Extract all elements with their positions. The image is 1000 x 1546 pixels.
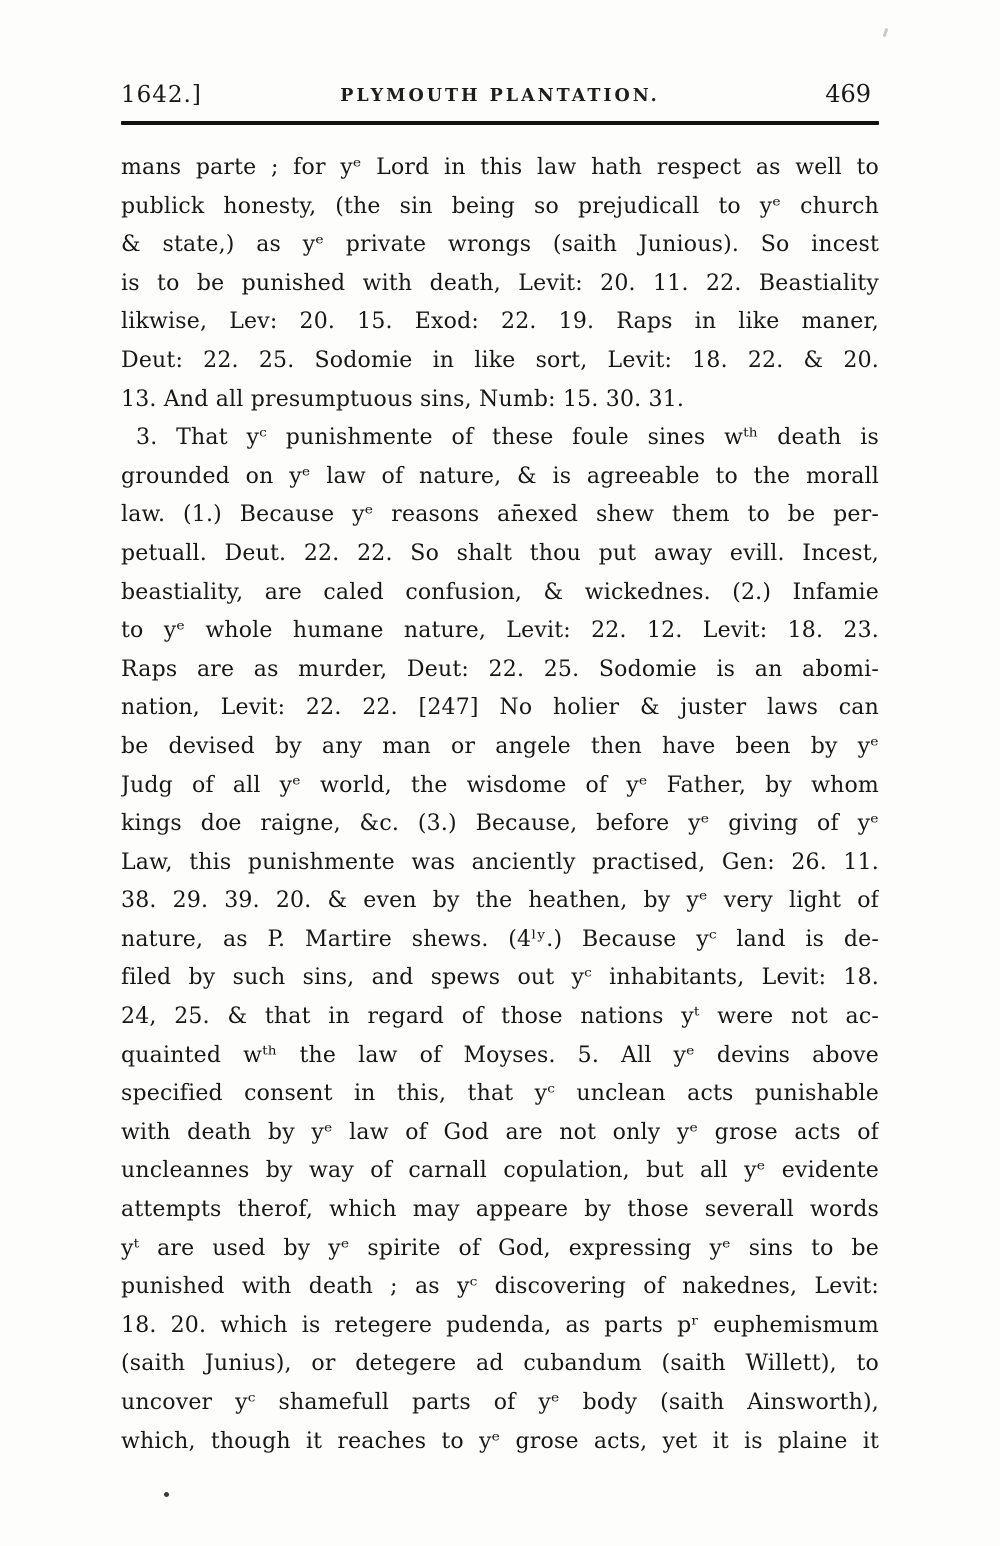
text-line: kings doe raigne, &c. (3.) Because, before yᵉ giving of yᵉ	[121, 811, 879, 837]
text-line: with death by yᵉ law of God are not only yᵉ grose acts of	[121, 1119, 879, 1145]
text-line: likwise, Lev: 20. 15. Exod: 22. 19. Raps in like maner,	[121, 309, 879, 335]
text-line: filed by such sins, and spews out yᶜ inhabitants, Levit: 18.	[121, 965, 879, 991]
text-line: specified consent in this, that yᶜ unclean acts punishable	[121, 1081, 879, 1107]
text-line: quainted wᵗʰ the law of Moyses. 5. All yᵉ devins above	[121, 1042, 879, 1068]
header-year: 1642.]	[121, 82, 202, 108]
ink-artifact-dot	[164, 1492, 169, 1497]
text-line: be devised by any man or angele then have been by yᵉ	[121, 733, 879, 759]
page-header	[121, 74, 879, 108]
page-title: PLYMOUTH PLANTATION.	[340, 86, 660, 106]
text-line: nation, Levit: 22. 22. [247] No holier & juster laws can	[121, 695, 879, 721]
text-line: nature, as P. Martire shews. (4ˡʸ.) Because yᶜ land is de-	[121, 926, 879, 952]
header-page-number: 469	[825, 80, 871, 108]
text-line: which, though it reaches to yᵉ grose acts, yet it is plaine it	[121, 1428, 879, 1454]
text-line: 18. 20. which is retegere pudenda, as parts pʳ euphemismum	[121, 1312, 879, 1338]
text-line: 3. That yᶜ punishmente of these foule sines wᵗʰ death is	[136, 425, 879, 451]
text-line: beastiality, are caled confusion, & wickednes. (2.) Infamie	[121, 579, 879, 605]
text-line: (saith Junius), or detegere ad cubandum (saith Willett), to	[121, 1351, 879, 1377]
text-line: uncover yᶜ shamefull parts of yᵉ body (saith Ainsworth),	[121, 1390, 879, 1415]
scan-artifact-mark	[883, 28, 889, 37]
text-line: attempts therof, which may appeare by those severall words	[121, 1197, 879, 1223]
text-line: to yᵉ whole humane nature, Levit: 22. 12. Levit: 18. 23.	[121, 618, 879, 644]
text-line: mans parte ; for yᵉ Lord in this law hath respect as well to	[121, 155, 879, 180]
text-line: grounded on yᵉ law of nature, & is agreeable to the morall	[121, 463, 879, 489]
text-line: petuall. Deut. 22. 22. So shalt thou put away evill. Incest,	[121, 540, 879, 566]
text-line: yᵗ are used by yᵉ spirite of God, expressing yᵉ sins to be	[121, 1235, 879, 1261]
text-line: Deut: 22. 25. Sodomie in like sort, Levit: 18. 22. & 20.	[121, 347, 879, 373]
text-line: & state,) as yᵉ private wrongs (saith Junious). So incest	[121, 232, 879, 258]
text-line: is to be punished with death, Levit: 20. 11. 22. Beastiality	[121, 270, 879, 296]
text-line: 38. 29. 39. 20. & even by the heathen, by yᵉ very light of	[121, 888, 879, 914]
text-line: Raps are as murder, Deut: 22. 25. Sodomie is an abomi-	[121, 656, 879, 682]
text-line: 13. And all presumptuous sins, Numb: 15. 30. 31.	[121, 386, 685, 412]
text-line: 24, 25. & that in regard of those nations yᵗ were not ac-	[121, 1004, 879, 1030]
body-text	[121, 149, 879, 1461]
text-line: Judg of all yᵉ world, the wisdome of yᵉ Father, by whom	[121, 772, 879, 798]
text-line: publick honesty, (the sin being so prejudicall to yᵉ church	[121, 193, 879, 219]
text-line: punished with death ; as yᶜ discovering of nakednes, Levit:	[121, 1274, 879, 1300]
text-line: law. (1.) Because yᵉ reasons an̄exed shew them to be per-	[121, 502, 879, 528]
text-line: Law, this punishmente was anciently practised, Gen: 26. 11.	[121, 849, 879, 875]
header-rule	[121, 121, 879, 125]
text-line: uncleannes by way of carnall copulation, but all yᵉ evidente	[121, 1158, 879, 1184]
